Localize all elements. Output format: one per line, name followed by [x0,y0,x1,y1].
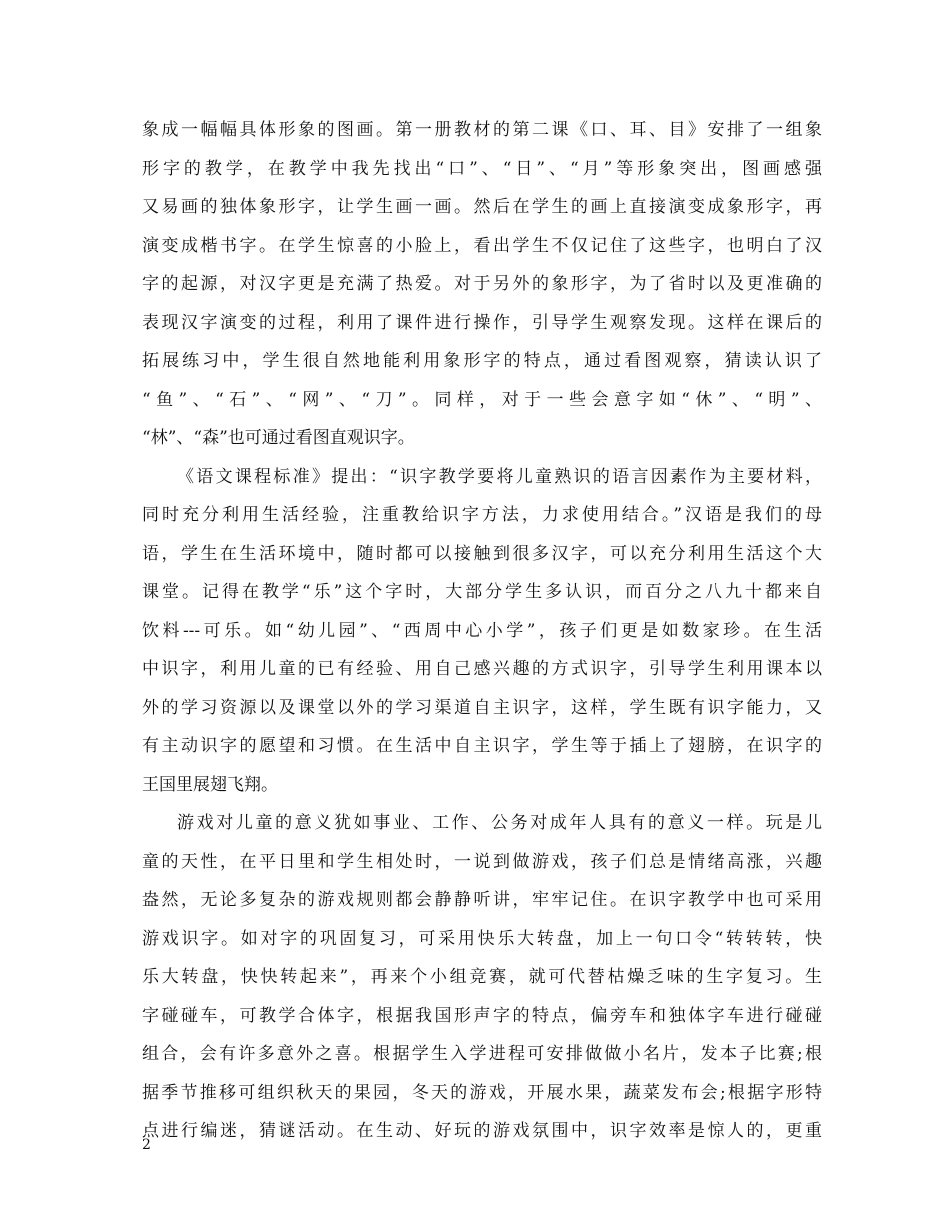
text-line: 字的起源，对汉字更是充满了热爱。对于另外的象形字，为了省时以及更准确的 [142,274,822,294]
text-line: 游戏识字。如对字的巩固复习，可采用快乐大转盘，加上一句口令“转转转，快 [142,928,822,949]
text-line: “林”、“森”也可通过看图直观识字。 [142,428,415,448]
text-line: 中识字，利用儿童的已有经验、用自己感兴趣的方式识字，引导学生利用课本以 [142,659,822,679]
text-line: 组合，会有许多意外之喜。根据学生入学进程可安排做做小名片，发本子比赛;根 [142,1044,822,1064]
text-line: 演变成楷书字。在学生惊喜的小脸上，看出学生不仅记住了这些字，也明白了汉 [142,235,822,256]
text-line: 《语文课程标准》提出：“识字教学要将儿童熟识的语言因素作为主要材料， [177,466,822,487]
text-line: 字碰碰车，可教学合体字，根据我国形声字的特点，偏旁车和独体字车进行碰碰 [142,1005,822,1026]
text-line: 饮料---可乐。如“幼儿园”、“西周中心小学”，孩子们更是如数家珍。在生活 [142,620,822,641]
text-line: 据季节推移可组织秋天的果园，冬天的游戏，开展水果，蔬菜发布会;根据字形特 [142,1082,822,1103]
text-line: 拓展练习中，学生很自然地能利用象形字的特点，通过看图观察，猜读认识了 [142,351,822,371]
text-line: 童的天性，在平日里和学生相处时，一说到做游戏，孩子们总是情绪高涨，兴趣 [142,851,822,872]
text-line: 点进行编迷，猜谜活动。在生动、好玩的游戏氛围中，识字效率是惊人的，更重 [142,1121,822,1141]
body-text [142,111,822,1151]
text-line: 乐大转盘，快快转起来”，再来个小组竞赛，就可代替枯燥乏味的生字复习。生 [142,967,822,987]
text-line: 语，学生在生活环境中，随时都可以接触到很多汉字，可以充分利用生活这个大 [142,543,822,564]
page-number: 2 [142,1137,151,1153]
paragraph [142,458,822,805]
text-line: “鱼”、“石”、“网”、“刀”。同样，对于一些会意字如“休”、“明”、 [142,389,822,410]
text-line: 王国里展翅飞翔。 [142,774,278,795]
text-line: 表现汉字演变的过程，利用了课件进行操作，引导学生观察发现。这样在课后的 [142,312,822,333]
paragraph [142,111,822,458]
text-line: 盎然，无论多复杂的游戏规则都会静静听讲，牢牢记住。在识字教学中也可采用 [142,890,822,910]
text-line: 形字的教学，在教学中我先找出“口”、“日”、“月”等形象突出，图画感强 [142,158,822,179]
text-line: 游戏对儿童的意义犹如事业、工作、公务对成年人具有的意义一样。玩是儿 [177,813,822,833]
text-line: 又易画的独体象形字，让学生画一画。然后在学生的画上直接演变成象形字，再 [142,197,822,217]
text-line: 有主动识字的愿望和习惯。在生活中自主识字，学生等于插上了翅膀，在识字的 [142,736,822,756]
text-line: 同时充分利用生活经验，注重教给识字方法，力求使用结合。”汉语是我们的母 [142,505,822,525]
paragraph [142,804,822,1151]
text-line: 课堂。记得在教学“乐”这个字时，大部分学生多认识，而百分之八九十都来自 [142,582,822,602]
text-line: 外的学习资源以及课堂以外的学习渠道自主识字，这样，学生既有识字能力，又 [142,697,822,718]
text-line: 象成一幅幅具体形象的图画。第一册教材的第二课《口、耳、目》安排了一组象 [142,120,822,140]
